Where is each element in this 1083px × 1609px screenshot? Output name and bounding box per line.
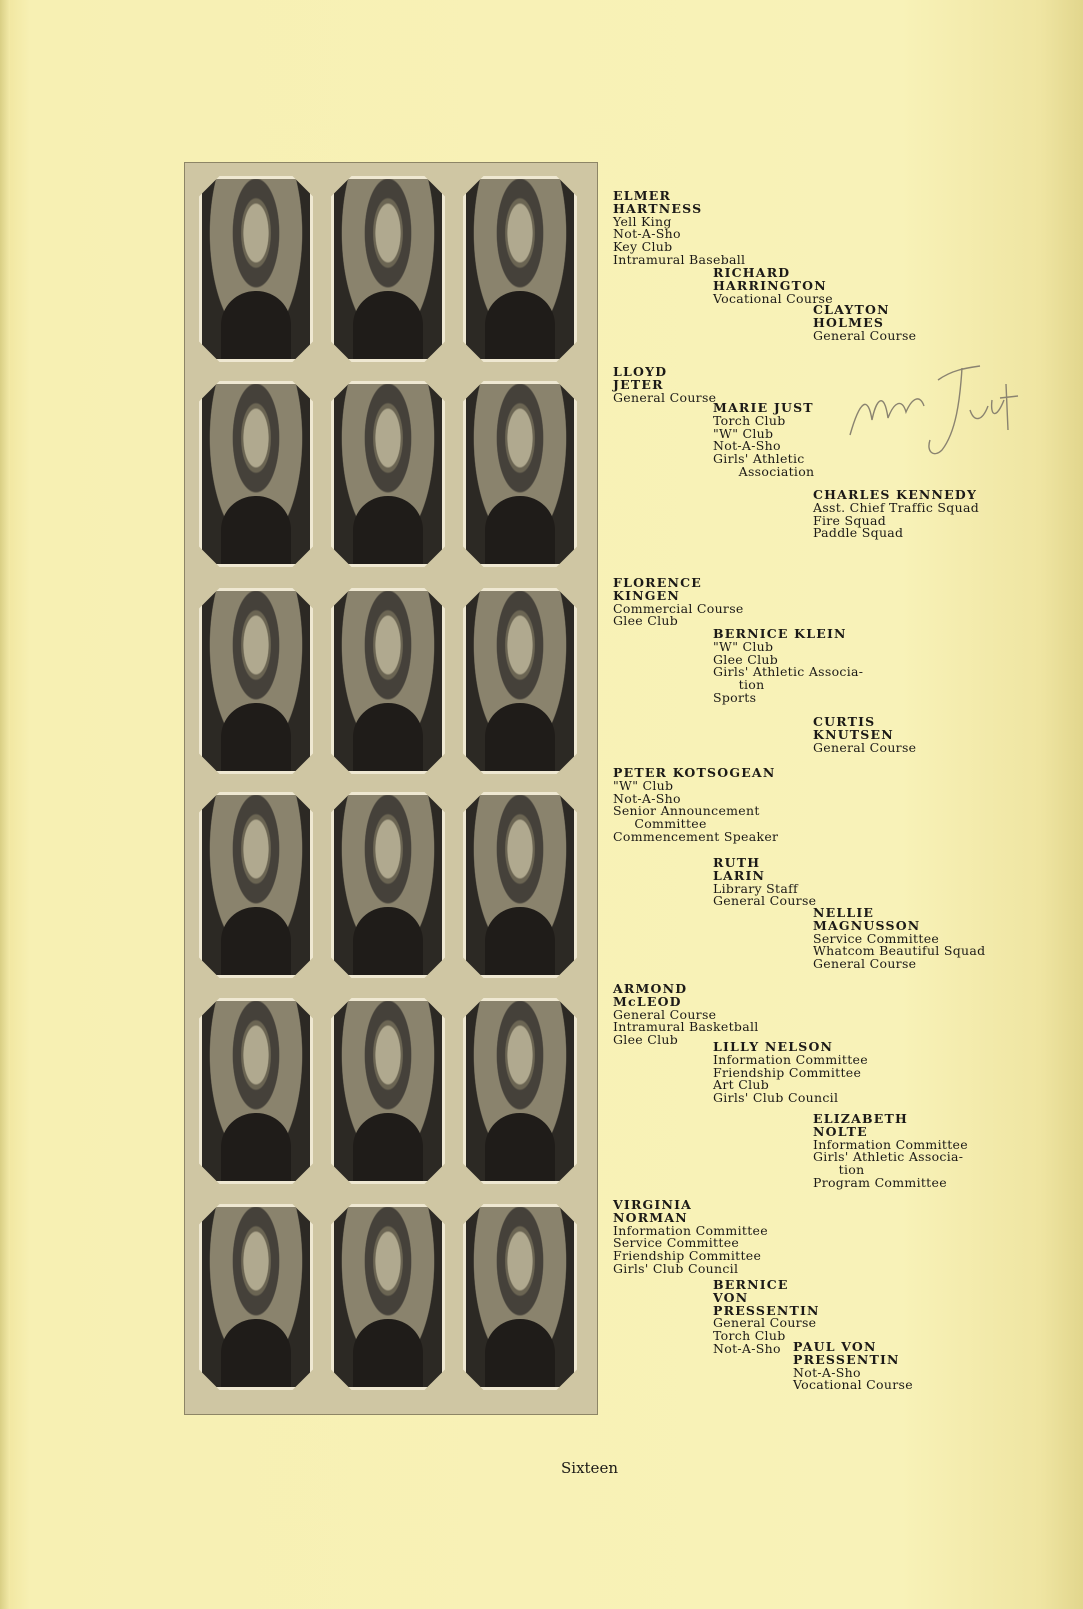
student-portrait	[199, 792, 313, 978]
student-activity: Girls' Club Council	[613, 1260, 739, 1276]
page-number: Sixteen	[561, 1459, 618, 1477]
student-entry	[613, 983, 759, 1047]
student-activity: Senior Announcement	[613, 803, 760, 819]
student-activity: General Course	[613, 1006, 717, 1022]
student-activity: Service Committee	[613, 1235, 740, 1251]
student-activity: Yell King	[613, 213, 672, 229]
student-portrait	[463, 381, 577, 567]
student-entry	[713, 267, 833, 305]
student-portrait	[199, 176, 313, 362]
student-activity: Whatcom Beautiful Squad	[813, 943, 986, 959]
student-entry	[713, 857, 816, 908]
student-activity: "W" Club	[713, 425, 774, 441]
student-name: ELMER HARTNESS	[613, 188, 703, 216]
student-activity: Commencement Speaker	[613, 828, 779, 844]
student-name: NELLIE MAGNUSSON	[813, 905, 921, 933]
student-portrait	[463, 792, 577, 978]
student-activity: Committee	[613, 816, 707, 832]
student-activity: Friendship Committee	[613, 1248, 762, 1264]
page-edge	[0, 0, 10, 1609]
student-activity: Vocational Course	[793, 1377, 913, 1393]
student-activity: Commercial Course	[613, 600, 744, 616]
student-activity: General Course	[813, 739, 917, 755]
student-entry	[713, 628, 863, 705]
student-entry	[813, 716, 916, 754]
student-name: LLOYD JETER	[613, 364, 668, 392]
student-name: CHARLES KENNEDY	[813, 487, 978, 502]
student-activity: tion	[813, 1162, 865, 1178]
student-entry	[613, 366, 716, 404]
student-entry	[713, 402, 814, 479]
student-activity: Fire Squad	[813, 512, 887, 528]
student-activity: Intramural Basketball	[613, 1019, 759, 1035]
student-activity: tion	[713, 677, 765, 693]
student-activity: General Course	[813, 327, 917, 343]
student-activity: "W" Club	[613, 777, 674, 793]
student-activity: Art Club	[713, 1077, 770, 1093]
student-activity: General Course	[613, 389, 717, 405]
student-activity: Glee Club	[613, 1032, 679, 1048]
student-activity: Glee Club	[613, 613, 679, 629]
student-activity: Torch Club	[713, 412, 786, 428]
student-name: LILLY NELSON	[713, 1039, 834, 1054]
student-portrait	[463, 1204, 577, 1390]
student-portrait	[331, 1204, 445, 1390]
student-activity: Not-A-Sho	[713, 438, 781, 454]
student-portrait	[199, 998, 313, 1184]
student-name: VIRGINIA NORMAN	[613, 1197, 693, 1225]
student-portrait	[331, 792, 445, 978]
student-activity: Information Committee	[713, 1051, 868, 1067]
student-portrait	[331, 998, 445, 1184]
student-activity: Glee Club	[713, 651, 779, 667]
student-name: CURTIS KNUTSEN	[813, 714, 894, 742]
student-activity: Not-A-Sho	[613, 226, 681, 242]
student-activity: Library Staff	[713, 880, 798, 896]
student-activity: Intramural Baseball	[613, 251, 746, 267]
student-name: RUTH LARIN	[713, 855, 766, 883]
student-activity: General Course	[713, 893, 817, 909]
student-activity: Information Committee	[813, 1136, 968, 1152]
student-portrait	[463, 176, 577, 362]
student-portrait	[199, 588, 313, 774]
student-name: BERNICE KLEIN	[713, 626, 847, 641]
student-activity: Key Club	[613, 239, 673, 255]
student-entry	[613, 577, 744, 628]
student-activity: Girls' Club Council	[713, 1090, 839, 1106]
student-entry	[713, 1041, 868, 1105]
student-activity: Association	[713, 463, 815, 479]
student-name: PAUL VON PRESSENTIN	[793, 1339, 900, 1367]
student-activity: Vocational Course	[713, 290, 833, 306]
student-name: ELIZABETH NOLTE	[813, 1111, 908, 1139]
student-activity: General Course	[713, 1315, 817, 1331]
student-activity: General Course	[813, 956, 917, 972]
student-activity: Program Committee	[813, 1174, 947, 1190]
student-name: FLORENCE KINGEN	[613, 575, 702, 603]
student-name: RICHARD HARRINGTON	[713, 265, 827, 293]
student-activity: Girls' Athletic Associa-	[713, 664, 864, 680]
student-entry	[793, 1341, 913, 1392]
student-activity: Not-A-Sho	[613, 790, 681, 806]
student-activity: Paddle Squad	[813, 525, 904, 541]
student-portrait	[331, 381, 445, 567]
student-activity: "W" Club	[713, 638, 774, 654]
student-activity: Friendship Committee	[713, 1064, 862, 1080]
student-activity: Girls' Athletic Associa-	[813, 1149, 964, 1165]
student-activity: Girls' Athletic	[713, 451, 805, 467]
student-activity: Information Committee	[613, 1222, 768, 1238]
student-name: MARIE JUST	[713, 400, 814, 415]
student-activity: Asst. Chief Traffic Squad	[813, 499, 979, 515]
student-portrait	[199, 1204, 313, 1390]
student-activity: Torch Club	[713, 1328, 786, 1344]
student-name: BERNICE VON PRESSENTIN	[713, 1277, 820, 1318]
student-activity: Service Committee	[813, 930, 940, 946]
student-activity: Not-A-Sho	[713, 1340, 781, 1356]
student-entry	[813, 907, 985, 971]
student-entry	[613, 190, 745, 267]
student-entry	[813, 489, 979, 540]
student-portrait	[331, 588, 445, 774]
student-portrait	[199, 381, 313, 567]
student-name: ARMOND McLEOD	[613, 981, 688, 1009]
student-name: CLAYTON HOLMES	[813, 302, 890, 330]
student-portrait	[331, 176, 445, 362]
student-entry	[613, 767, 778, 844]
student-activity: Not-A-Sho	[793, 1364, 861, 1380]
student-portrait	[463, 998, 577, 1184]
student-portrait	[463, 588, 577, 774]
student-entry	[813, 304, 916, 342]
student-entry	[613, 1199, 768, 1276]
student-entry	[813, 1113, 968, 1190]
student-activity: Sports	[713, 689, 757, 705]
student-name: PETER KOTSOGEAN	[613, 765, 776, 780]
handwritten-signature	[842, 340, 1022, 480]
